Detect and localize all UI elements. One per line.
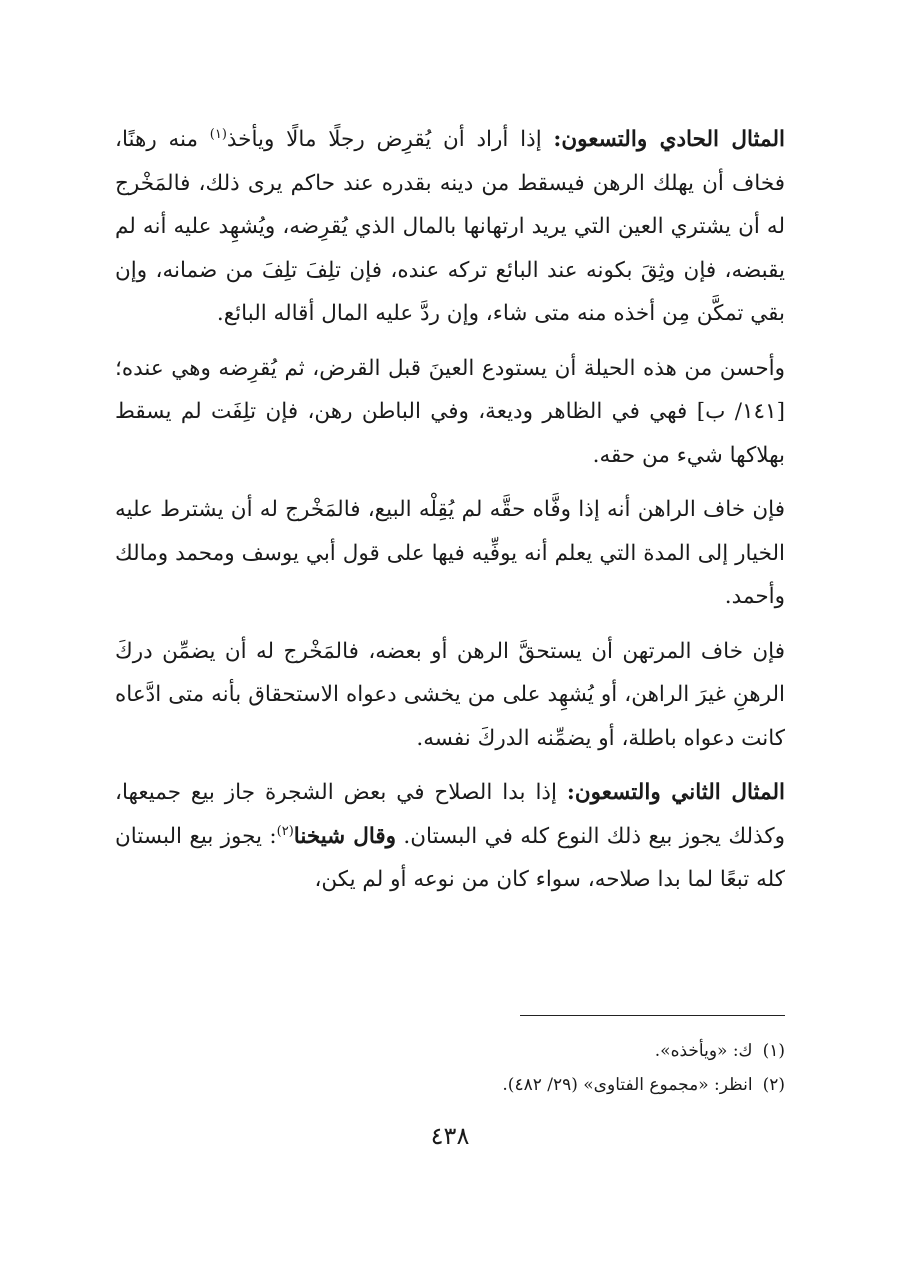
page-number: ٤٣٨: [430, 1122, 470, 1150]
example-heading: المثال الحادي والتسعون:: [553, 127, 785, 152]
paragraph: [115, 488, 785, 619]
footnote-ref[interactable]: (١): [209, 126, 227, 142]
footnote-text: ك: «ويأخذه».: [654, 1041, 753, 1061]
footnote-text: انظر: «مجموع الفتاوى» (٢٩/ ٤٨٢).: [502, 1075, 753, 1095]
footnote-ref[interactable]: (٢): [276, 823, 294, 839]
footnote: [115, 1034, 785, 1068]
paragraph-example-91: [115, 118, 785, 336]
paragraph-text: : يجوز بيع البستان كله تبعًا لما بدا صلاحه، سواء كان من نوعه أو لم يكن،: [115, 823, 785, 892]
page-body: [115, 118, 785, 913]
footnote-number: (٢): [762, 1075, 785, 1095]
sheikh-quote-lead: وقال شيخنا: [293, 823, 397, 849]
paragraph-text: فإن خاف الراهن أنه إذا وفَّاه حقَّه لم يُقِلْه البيع، فالمَخْرج له أن يشترط عليه الخيار إلى المدة التي يعلم أنه يوفِّيه فيها على قول أبي يوسف ومحمد ومالك وأحمد.: [115, 497, 785, 609]
paragraph: [115, 630, 785, 761]
paragraph-text: إذا بدا الصلاح في بعض الشجرة جاز بيع جميعها، وكذلك يجوز بيع ذلك النوع كله في البستان.: [115, 780, 785, 849]
paragraph-example-92: [115, 771, 785, 902]
paragraph-text: منه رهنًا، فخاف أن يهلك الرهن فيسقط من دينه بقدره عند حاكم يرى ذلك، فالمَخْرج له أن يشتري العين التي يريد ارتهانها بالمال الذي يُقرِضه، ويُشهِد عليه أنه لم يقبضه، فإن وثِقَ بكونه عند البائع تركه عنده، فإن تلِفَ تلِفَ من ضمانه، وإن بقي تمكَّن مِن أخذه منه متى شاء، وإن ردَّ عليه المال أقاله البائع.: [115, 127, 785, 326]
paragraph-text: إذا أراد أن يُقرِض رجلًا مالًا ويأخذ: [226, 127, 554, 152]
footnote-divider: [520, 1015, 785, 1016]
footnote: [115, 1068, 785, 1102]
footnotes: [115, 1015, 785, 1102]
paragraph-text: وأحسن من هذه الحيلة أن يستودع العينَ قبل القرض، ثم يُقرِضه وهي عنده؛ [١٤١/ ب] فهي في الظاهر وديعة، وفي الباطن رهن، فإن تلِفَت لم يسقط بهلاكها شيء من حقه.: [115, 355, 785, 468]
paragraph-text: فإن خاف المرتهن أن يستحقَّ الرهن أو بعضه، فالمَخْرج له أن يضمِّن دركَ الرهنِ غيرَ الراهن، أو يُشهِد على من يخشى دعواه الاستحقاق بأنه متى ادَّعاه كانت دعواه باطلة، أو يضمِّنه الدركَ نفسه.: [115, 638, 785, 751]
paragraph: [115, 347, 785, 478]
footnote-number: (١): [762, 1041, 785, 1061]
example-heading: المثال الثاني والتسعون:: [566, 780, 785, 805]
